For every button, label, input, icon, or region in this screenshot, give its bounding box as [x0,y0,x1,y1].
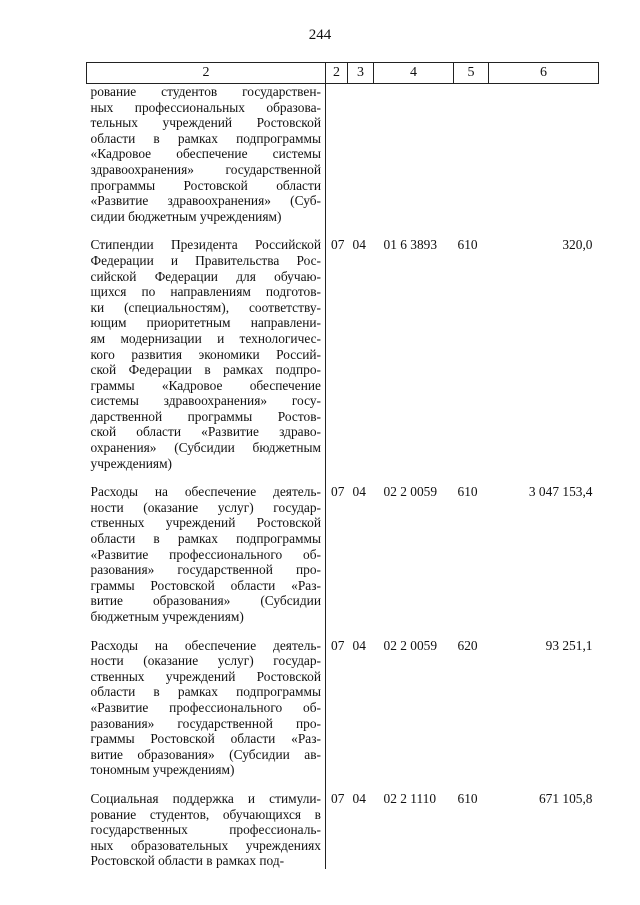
row-amount: 671 105,8 [538,790,593,806]
row-spacer-cell [454,224,489,237]
row-spacer-cell [87,471,326,484]
row-spacer-cell [374,224,454,237]
table-row [87,237,599,471]
description-line: области в рамках подпрограммы [90,684,321,700]
row-target-code: 02 2 0059 [383,637,438,653]
description-line: системы здравоохранения» госу- [90,393,321,409]
row-spacer-cell [454,625,489,638]
description-line: разования» государственной про- [90,562,321,578]
description-line: ности (оказание услуг) государ- [90,653,321,669]
description-line: граммы Ростовской области «Раз- [90,731,321,747]
description-line: тономным учреждениям) [90,762,235,778]
row-subsection-code [348,84,374,225]
description-line: ющим приоритетным направлени- [90,315,321,331]
description-line: дарственной программы Ростов- [90,408,321,424]
header-col-amount: 6 [489,63,599,84]
row-expense-type-code: 610 [457,237,478,253]
row-section-code: 07 [331,484,345,500]
row-description [87,791,326,869]
description-line: разования» государственной про- [90,715,321,731]
budget-table [86,62,599,869]
header-col-section: 2 [326,63,348,84]
description-line: «Развитие здравоохранения» (Суб- [90,193,321,209]
description-line: ных профессиональных образова- [90,99,321,115]
description-line: щихся по направлениям подготов- [90,284,321,300]
row-spacer [87,224,599,237]
header-col-subsection: 3 [348,63,374,84]
row-section-code: 07 [331,237,345,253]
row-spacer-cell [326,224,348,237]
row-expense-type-code [454,84,489,225]
description-line: «Кадровое обеспечение системы [90,146,321,162]
row-description [87,638,326,778]
description-line: ственных учреждений Ростовской [90,668,321,684]
description-line: области в рамках подпрограммы [90,531,321,547]
table-body [87,84,599,869]
row-amount: 93 251,1 [545,637,593,653]
description-line: ям модернизации и технологичес- [90,330,321,346]
description-line: ской Федерации в рамках подпро- [90,362,321,378]
row-spacer [87,778,599,791]
description-line: рование студентов государствен- [90,84,321,99]
row-spacer-cell [326,471,348,484]
description-line: ственных учреждений Ростовской [90,515,321,531]
description-line: ных образовательных учреждениях [90,837,321,853]
description-line: тельных учреждений Ростовской [90,115,321,131]
description-line: Стипендии Президента Российской [90,237,321,253]
row-spacer [87,471,599,484]
row-spacer-cell [348,224,374,237]
row-target-code: 01 6 3893 [383,237,438,253]
row-spacer-cell [374,778,454,791]
description-line: кого развития экономики Россий- [90,346,321,362]
description-line: области в рамках подпрограммы [90,130,321,146]
header-col-expense-type: 5 [454,63,489,84]
row-subsection-code: 04 [352,237,366,253]
row-section-code [326,84,348,225]
row-spacer-cell [326,778,348,791]
table-row [87,638,599,778]
row-spacer-cell [348,471,374,484]
description-line: ской области «Развитие здраво- [90,424,321,440]
row-description [87,84,326,225]
description-line: витие образования» (Субсидии ав- [90,746,321,762]
table-row [87,84,599,225]
row-spacer-cell [489,625,599,638]
row-spacer-cell [87,224,326,237]
row-section-code: 07 [331,790,345,806]
description-line: охранения» (Субсидии бюджетным [90,440,321,456]
row-spacer [87,625,599,638]
row-expense-type-code: 620 [457,637,478,653]
row-section-code: 07 [331,637,345,653]
row-description [87,484,326,624]
description-line: сидии бюджетным учреждениям) [90,208,282,224]
row-amount: 320,0 [562,237,593,253]
row-spacer-cell [489,471,599,484]
row-spacer-cell [454,471,489,484]
table-header-row [87,63,599,84]
description-line: ки (специальностям), соответству- [90,299,321,315]
description-line: государственных профессиональ- [90,822,321,838]
description-line: Социальная поддержка и стимули- [90,790,321,806]
description-line: ности (оказание услуг) государ- [90,499,321,515]
row-description [87,237,326,471]
description-line: «Развитие профессионального об- [90,546,321,562]
row-spacer-cell [87,778,326,791]
description-line: Ростовской области в рамках под- [90,853,285,869]
row-spacer-cell [374,471,454,484]
row-spacer-cell [454,778,489,791]
row-subsection-code: 04 [352,790,366,806]
description-line: Расходы на обеспечение деятель- [90,637,321,653]
row-target-code: 02 2 0059 [383,484,438,500]
row-spacer-cell [489,778,599,791]
row-target-code [374,84,454,225]
description-line: рование студентов, обучающихся в [90,806,321,822]
description-line: Расходы на обеспечение деятель- [90,484,321,500]
row-subsection-code: 04 [352,484,366,500]
page-number: 244 [308,27,332,43]
description-line: Федерации и Правительства Рос- [90,252,321,268]
row-spacer-cell [348,778,374,791]
header-col-description: 2 [87,63,326,84]
description-line: сийской Федерации для обучаю- [90,268,321,284]
row-spacer-cell [326,625,348,638]
row-spacer-cell [87,625,326,638]
description-line: бюджетным учреждениям) [90,609,244,624]
description-line: «Развитие профессионального об- [90,699,321,715]
table-row [87,484,599,624]
row-target-code: 02 2 1110 [383,790,437,806]
description-line: граммы «Кадровое обеспечение [90,377,321,393]
description-line: граммы Ростовской области «Раз- [90,577,321,593]
description-line: витие образования» (Субсидии [90,593,321,609]
row-spacer-cell [374,625,454,638]
header-col-target: 4 [374,63,454,84]
row-expense-type-code: 610 [457,484,478,500]
description-line: здравоохранения» государственной [90,161,321,177]
row-subsection-code: 04 [352,637,366,653]
description-line: программы Ростовской области [90,177,321,193]
table-row [87,791,599,869]
row-spacer-cell [348,625,374,638]
row-spacer-cell [489,224,599,237]
row-amount [489,84,599,225]
row-expense-type-code: 610 [457,790,478,806]
row-amount: 3 047 153,4 [528,484,593,500]
description-line: учреждениям) [90,455,173,471]
